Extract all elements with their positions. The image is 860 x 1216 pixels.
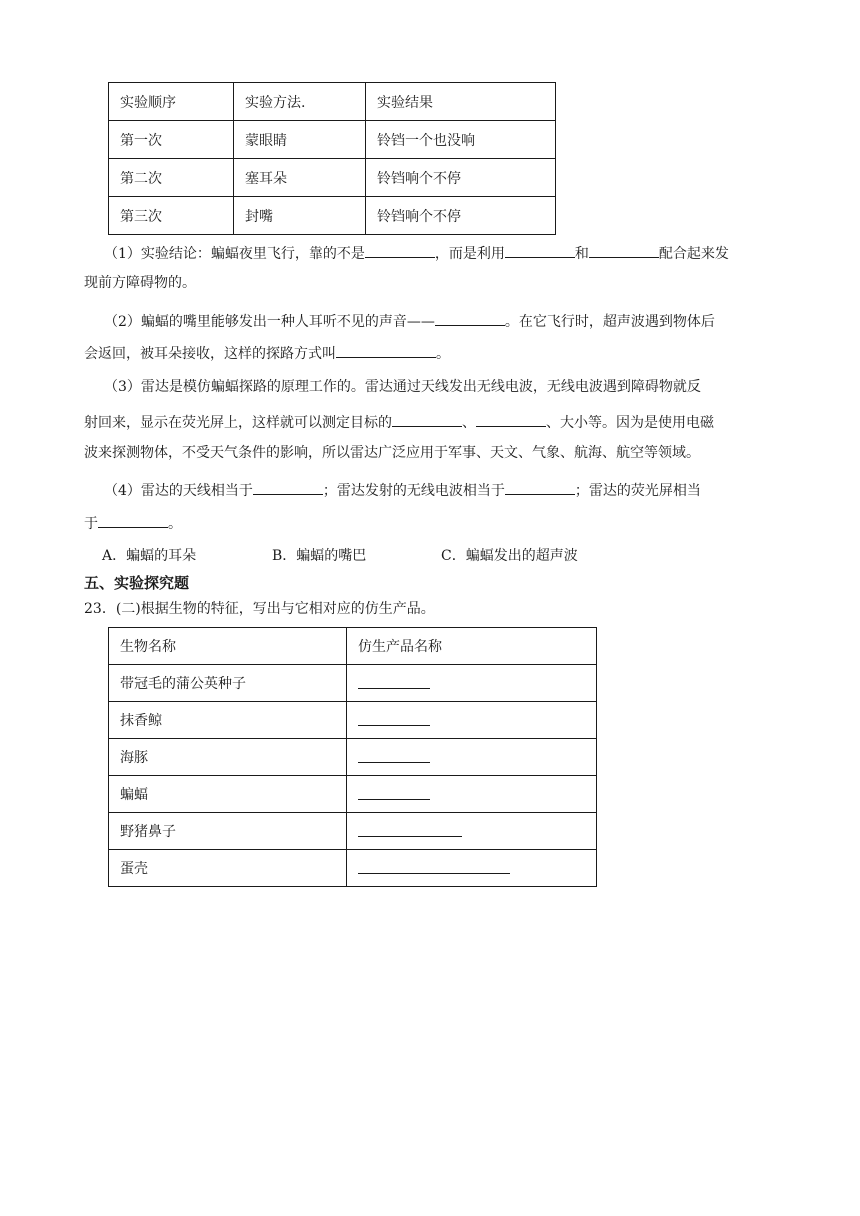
table-row [109, 197, 556, 235]
q4-line1 [104, 478, 804, 501]
table-header-cell: 生物名称 [109, 628, 347, 665]
q2-text: （2）蝙蝠的嘴里能够发出一种人耳听不见的声音—— [104, 314, 435, 330]
table-header-row [109, 83, 556, 121]
q3-line1: （3）雷达是模仿蝙蝠探路的原理工作的。雷达通过天线发出无线电波，无线电波遇到障碍物就反 [104, 379, 701, 395]
answer-blank[interactable] [358, 711, 430, 726]
table-cell: 蛋壳 [109, 850, 347, 887]
table-cell: 封嘴 [234, 197, 366, 235]
q2-line1 [104, 309, 804, 332]
answer-blank[interactable] [358, 748, 430, 763]
q3-text: 、 [462, 415, 476, 431]
table-cell: 第三次 [109, 197, 234, 235]
table-cell: 蒙眼睛 [234, 121, 366, 159]
q23-prompt: 23．(二)根据生物的特征，写出与它相对应的仿生产品。 [84, 601, 435, 617]
table-cell: 带冠毛的蒲公英种子 [109, 665, 347, 702]
answer-blank[interactable] [358, 785, 430, 800]
answer-cell[interactable] [347, 739, 597, 776]
q3-text: 射回来，显示在荧光屏上，这样就可以测定目标的 [84, 415, 392, 431]
section-heading: 五、实验探究题 [84, 574, 190, 592]
q2-text: 会返回，被耳朵接收，这样的探路方式叫 [84, 346, 336, 362]
q4-text: 于 [84, 516, 98, 532]
answer-cell[interactable] [347, 813, 597, 850]
q3-line2 [84, 410, 784, 433]
table-row [109, 776, 597, 813]
q1-text: 配合起来发 [658, 246, 729, 262]
q2-line2 [84, 341, 784, 364]
table-cell: 塞耳朵 [234, 159, 366, 197]
experiment-table [108, 82, 556, 235]
table-row [109, 665, 597, 702]
table-header-cell: 实验顺序 [109, 83, 234, 121]
table-row [109, 850, 597, 887]
table-cell: 野猪鼻子 [109, 813, 347, 850]
table-header-cell: 实验方法. [234, 83, 366, 121]
answer-blank[interactable] [589, 241, 659, 258]
q1-line1 [104, 241, 804, 264]
q1-text: ，而是利用 [434, 246, 505, 262]
table-header-cell: 仿生产品名称 [347, 628, 597, 665]
table-row [109, 159, 556, 197]
bionics-table [108, 627, 597, 887]
answer-cell[interactable] [347, 776, 597, 813]
answer-blank[interactable] [435, 309, 505, 326]
answer-blank[interactable] [253, 478, 323, 495]
q4-line2 [84, 511, 784, 534]
table-cell: 铃铛一个也没响 [366, 121, 556, 159]
table-row [109, 739, 597, 776]
q4-text: ；雷达发射的无线电波相当于 [322, 483, 505, 499]
q4-text: （4）雷达的天线相当于 [104, 483, 253, 499]
answer-cell[interactable] [347, 665, 597, 702]
answer-blank[interactable] [98, 511, 168, 528]
q3-line3: 波来探测物体，不受天气条件的影响，所以雷达广泛应用于军事、天文、气象、航海、航空等领域。 [84, 445, 700, 461]
option-c[interactable]: C．蝙蝠发出的超声波 [441, 548, 578, 564]
q1-line2: 现前方障碍物的。 [84, 275, 196, 291]
answer-blank[interactable] [476, 410, 546, 427]
q3-text: 、大小等。因为是使用电磁 [546, 415, 714, 431]
table-cell: 海豚 [109, 739, 347, 776]
q2-text: 。 [436, 346, 450, 362]
answer-cell[interactable] [347, 702, 597, 739]
q2-text: 。在它飞行时，超声波遇到物体后 [504, 314, 715, 330]
table-row [109, 813, 597, 850]
answer-blank[interactable] [365, 241, 435, 258]
table-cell: 抹香鲸 [109, 702, 347, 739]
answer-blank[interactable] [392, 410, 462, 427]
table-cell: 第一次 [109, 121, 234, 159]
answer-blank[interactable] [358, 674, 430, 689]
q1-text: 和 [574, 246, 589, 262]
answer-blank[interactable] [358, 859, 510, 874]
table-row [109, 121, 556, 159]
answer-blank[interactable] [358, 822, 462, 837]
table-row [109, 702, 597, 739]
answer-cell[interactable] [347, 850, 597, 887]
table-cell: 铃铛响个不停 [366, 197, 556, 235]
table-header-cell: 实验结果 [366, 83, 556, 121]
answer-blank[interactable] [336, 341, 436, 358]
answer-blank[interactable] [505, 241, 575, 258]
q4-text: ；雷达的荧光屏相当 [574, 483, 701, 499]
table-cell: 第二次 [109, 159, 234, 197]
table-header-row [109, 628, 597, 665]
table-cell: 蝙蝠 [109, 776, 347, 813]
q4-text: 。 [168, 516, 182, 532]
table-cell: 铃铛响个不停 [366, 159, 556, 197]
q1-text: （1）实验结论：蝙蝠夜里飞行，靠的不是 [104, 246, 365, 262]
option-a[interactable]: A．蝙蝠的耳朵 [102, 548, 197, 564]
option-b[interactable]: B．蝙蝠的嘴巴 [272, 548, 367, 564]
answer-blank[interactable] [505, 478, 575, 495]
